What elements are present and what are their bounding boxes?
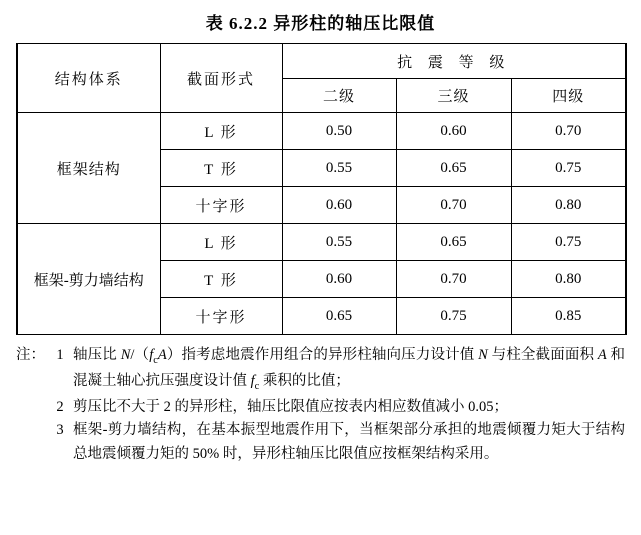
cell-section: T 形	[160, 150, 282, 187]
cell-value: 0.50	[282, 113, 396, 150]
note-number: 1	[56, 347, 64, 363]
note-item	[16, 344, 625, 396]
header-grade-2: 二级	[282, 79, 396, 113]
cell-value: 0.80	[511, 261, 626, 298]
cell-value: 0.60	[282, 187, 396, 224]
axial-compression-ratio-table	[16, 43, 627, 335]
note-text: 框架-剪力墙结构，在基本振型地震作用下，当框架部分承担的地震倾覆力矩大于结构总地震倾覆力矩的 50% 时，异形柱轴压比限值应按框架结构采用。	[73, 422, 625, 462]
cell-value: 0.75	[511, 224, 626, 261]
notes-label: 注：	[16, 347, 45, 363]
cell-value: 0.70	[396, 261, 511, 298]
cell-system-frame-shear-wall: 框架-剪力墙结构	[17, 224, 160, 335]
note-text: 轴压比 $N/(f_cA)$指考虑地震作用组合的异形柱轴向压力设计值 N 与柱全截面面积 A 和混凝土轴心抗压强度设计值 $f_c$ 乘积的比值；	[73, 347, 626, 392]
table-header-row-1	[17, 44, 626, 79]
header-structure-system: 结构体系	[17, 44, 160, 113]
cell-value: 0.60	[396, 113, 511, 150]
table-row	[17, 113, 626, 150]
cell-section: 十字形	[160, 298, 282, 335]
note-item	[16, 419, 625, 466]
cell-section: T 形	[160, 261, 282, 298]
cell-section: L 形	[160, 113, 282, 150]
cell-value: 0.55	[282, 224, 396, 261]
cell-value: 0.65	[282, 298, 396, 335]
cell-section: 十字形	[160, 187, 282, 224]
cell-value: 0.80	[511, 187, 626, 224]
table-notes	[16, 344, 625, 466]
note-text: 剪压比不大于 2 的异形柱，轴压比限值应按表内相应数值减小 0.05；	[73, 398, 508, 415]
header-seismic-grade: 抗 震 等 级	[282, 44, 626, 79]
header-section-form: 截面形式	[160, 44, 282, 113]
cell-value: 0.65	[396, 150, 511, 187]
cell-value: 0.85	[511, 298, 626, 335]
cell-value: 0.55	[282, 150, 396, 187]
header-grade-4: 四级	[511, 79, 626, 113]
cell-value: 0.60	[282, 261, 396, 298]
cell-section: L 形	[160, 224, 282, 261]
cell-system-frame: 框架结构	[17, 113, 160, 224]
header-grade-3: 三级	[396, 79, 511, 113]
cell-value: 0.65	[396, 224, 511, 261]
note-number: 2	[56, 398, 64, 415]
note-number: 3	[56, 422, 64, 439]
table-row	[17, 224, 626, 261]
cell-value: 0.70	[511, 113, 626, 150]
cell-value: 0.70	[396, 187, 511, 224]
page-title: 表 6.2.2 异形柱的轴压比限值	[205, 14, 436, 33]
note-item	[16, 396, 625, 419]
cell-value: 0.75	[511, 150, 626, 187]
cell-value: 0.75	[396, 298, 511, 335]
